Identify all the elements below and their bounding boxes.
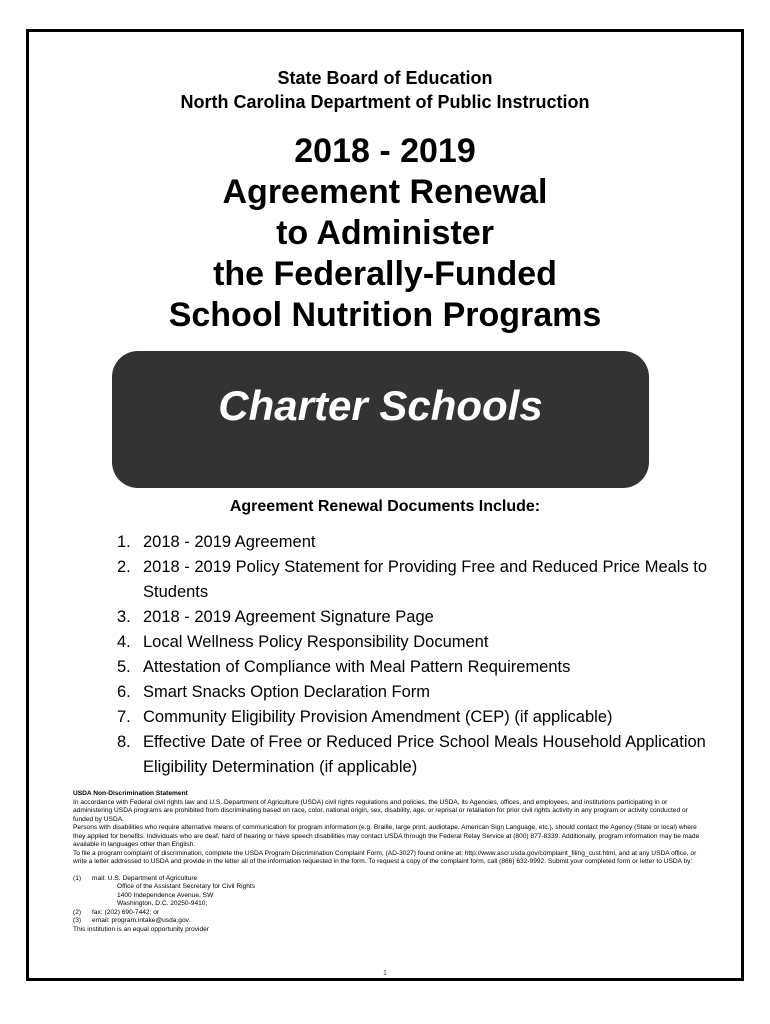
list-text: Smart Snacks Option Declaration Form — [143, 683, 431, 701]
page-number: 1 — [383, 970, 387, 977]
statement-paragraph-2: Persons with disabilities who require alternative means of communication for program information (e.g. Braille, large print, audiotape, American Sign Language, etc.), should contact the Agency (State or local) where they applied for benefits. Individuals who are deaf, hard of hearing or have speech disabilities may contact USDA through the Federal Relay Service at (800) 877-8339. Additionally, program information may be made available in languages other than English. — [73, 824, 700, 848]
list-text: 2018 - 2019 Agreement — [143, 533, 316, 551]
list-number: 6. — [117, 683, 131, 701]
charter-schools-banner — [112, 351, 649, 488]
statement-mail: (1) mail: U.S. Department of Agriculture — [73, 874, 198, 882]
statement-paragraph-3: To file a program complaint of discrimination, complete the USDA Program Discrimination Complaint Form, (AD-3027) found online at: http://www.ascr.usda.gov/complaint_filing_cust.html, and at any USDA office, or write a letter addressed to USDA and provide in the letter all of the information requested in the form. To request a copy of the complaint form, call (866) 632-9992. Submit your completed form or letter to USDA by: — [73, 849, 697, 865]
list-number: 7. — [117, 708, 131, 726]
list-item — [117, 555, 717, 605]
list-number: 3. — [117, 608, 131, 626]
title-school-nutrition: School Nutrition Programs — [168, 296, 602, 334]
header-department: North Carolina Department of Public Instruction — [180, 92, 590, 112]
title-to-administer: to Administer — [276, 214, 494, 252]
list-text: Attestation of Compliance with Meal Pattern Requirements — [143, 658, 571, 676]
list-number: 4. — [117, 633, 131, 651]
list-text: 2018 - 2019 Agreement Signature Page — [143, 608, 434, 626]
list-item — [117, 705, 717, 730]
list-item — [117, 730, 717, 780]
documents-list — [117, 530, 717, 780]
title-agreement-renewal: Agreement Renewal — [222, 173, 548, 211]
spacer — [73, 867, 703, 875]
banner-title: Charter Schools — [218, 382, 543, 429]
statement-mail-city: Washington, D.C. 20250-9410; — [117, 900, 208, 907]
list-number: 2. — [117, 558, 131, 576]
list-text: Local Wellness Policy Responsibility Document — [143, 633, 489, 651]
list-text: Community Eligibility Provision Amendment (CEP) (if applicable) — [143, 708, 613, 726]
statement-closing: This institution is an equal opportunity provider — [73, 925, 209, 933]
list-item — [117, 605, 717, 630]
statement-paragraph-1: In accordance with Federal civil rights law and U.S. Department of Agriculture (USDA) civil rights regulations and policies, the USDA, its Agencies, offices, and employees, and institutions participating in or administering USDA programs are prohibited from discriminating based on race, color, national origin, sex, disability, age, or reprisal or retaliation for prior civil rights activity in any program or activity conducted or funded by USDA. — [73, 798, 688, 823]
list-number: 5. — [117, 658, 131, 676]
statement-mail-street: 1400 Independence Avenue, SW — [117, 891, 214, 899]
list-text: Effective Date of Free or Reduced Price School Meals Household Application Eligibility Determination (if applicable) — [143, 733, 706, 776]
header-board: State Board of Education — [277, 68, 493, 88]
list-item — [117, 530, 717, 555]
title-year: 2018 - 2019 — [294, 132, 476, 170]
statement-mail-office: Office of the Assistant Secretary for Civil Rights — [117, 883, 256, 890]
list-text: 2018 - 2019 Policy Statement for Providing Free and Reduced Price Meals to Students — [143, 558, 708, 601]
list-number: 1. — [117, 533, 131, 551]
includes-heading: Agreement Renewal Documents Include: — [229, 498, 541, 515]
title-federally-funded: the Federally-Funded — [213, 255, 557, 293]
list-item — [117, 655, 717, 680]
statement-fax: (2) fax: (202) 690-7442; or — [73, 908, 160, 916]
list-item — [117, 630, 717, 655]
list-number: 8. — [117, 733, 131, 751]
statement-email: (3) email: program.intake@usda.gov. — [73, 917, 191, 924]
non-discrimination-statement — [73, 790, 703, 934]
statement-title: USDA Non-Discrimination Statement — [73, 790, 188, 797]
list-item — [117, 680, 717, 705]
